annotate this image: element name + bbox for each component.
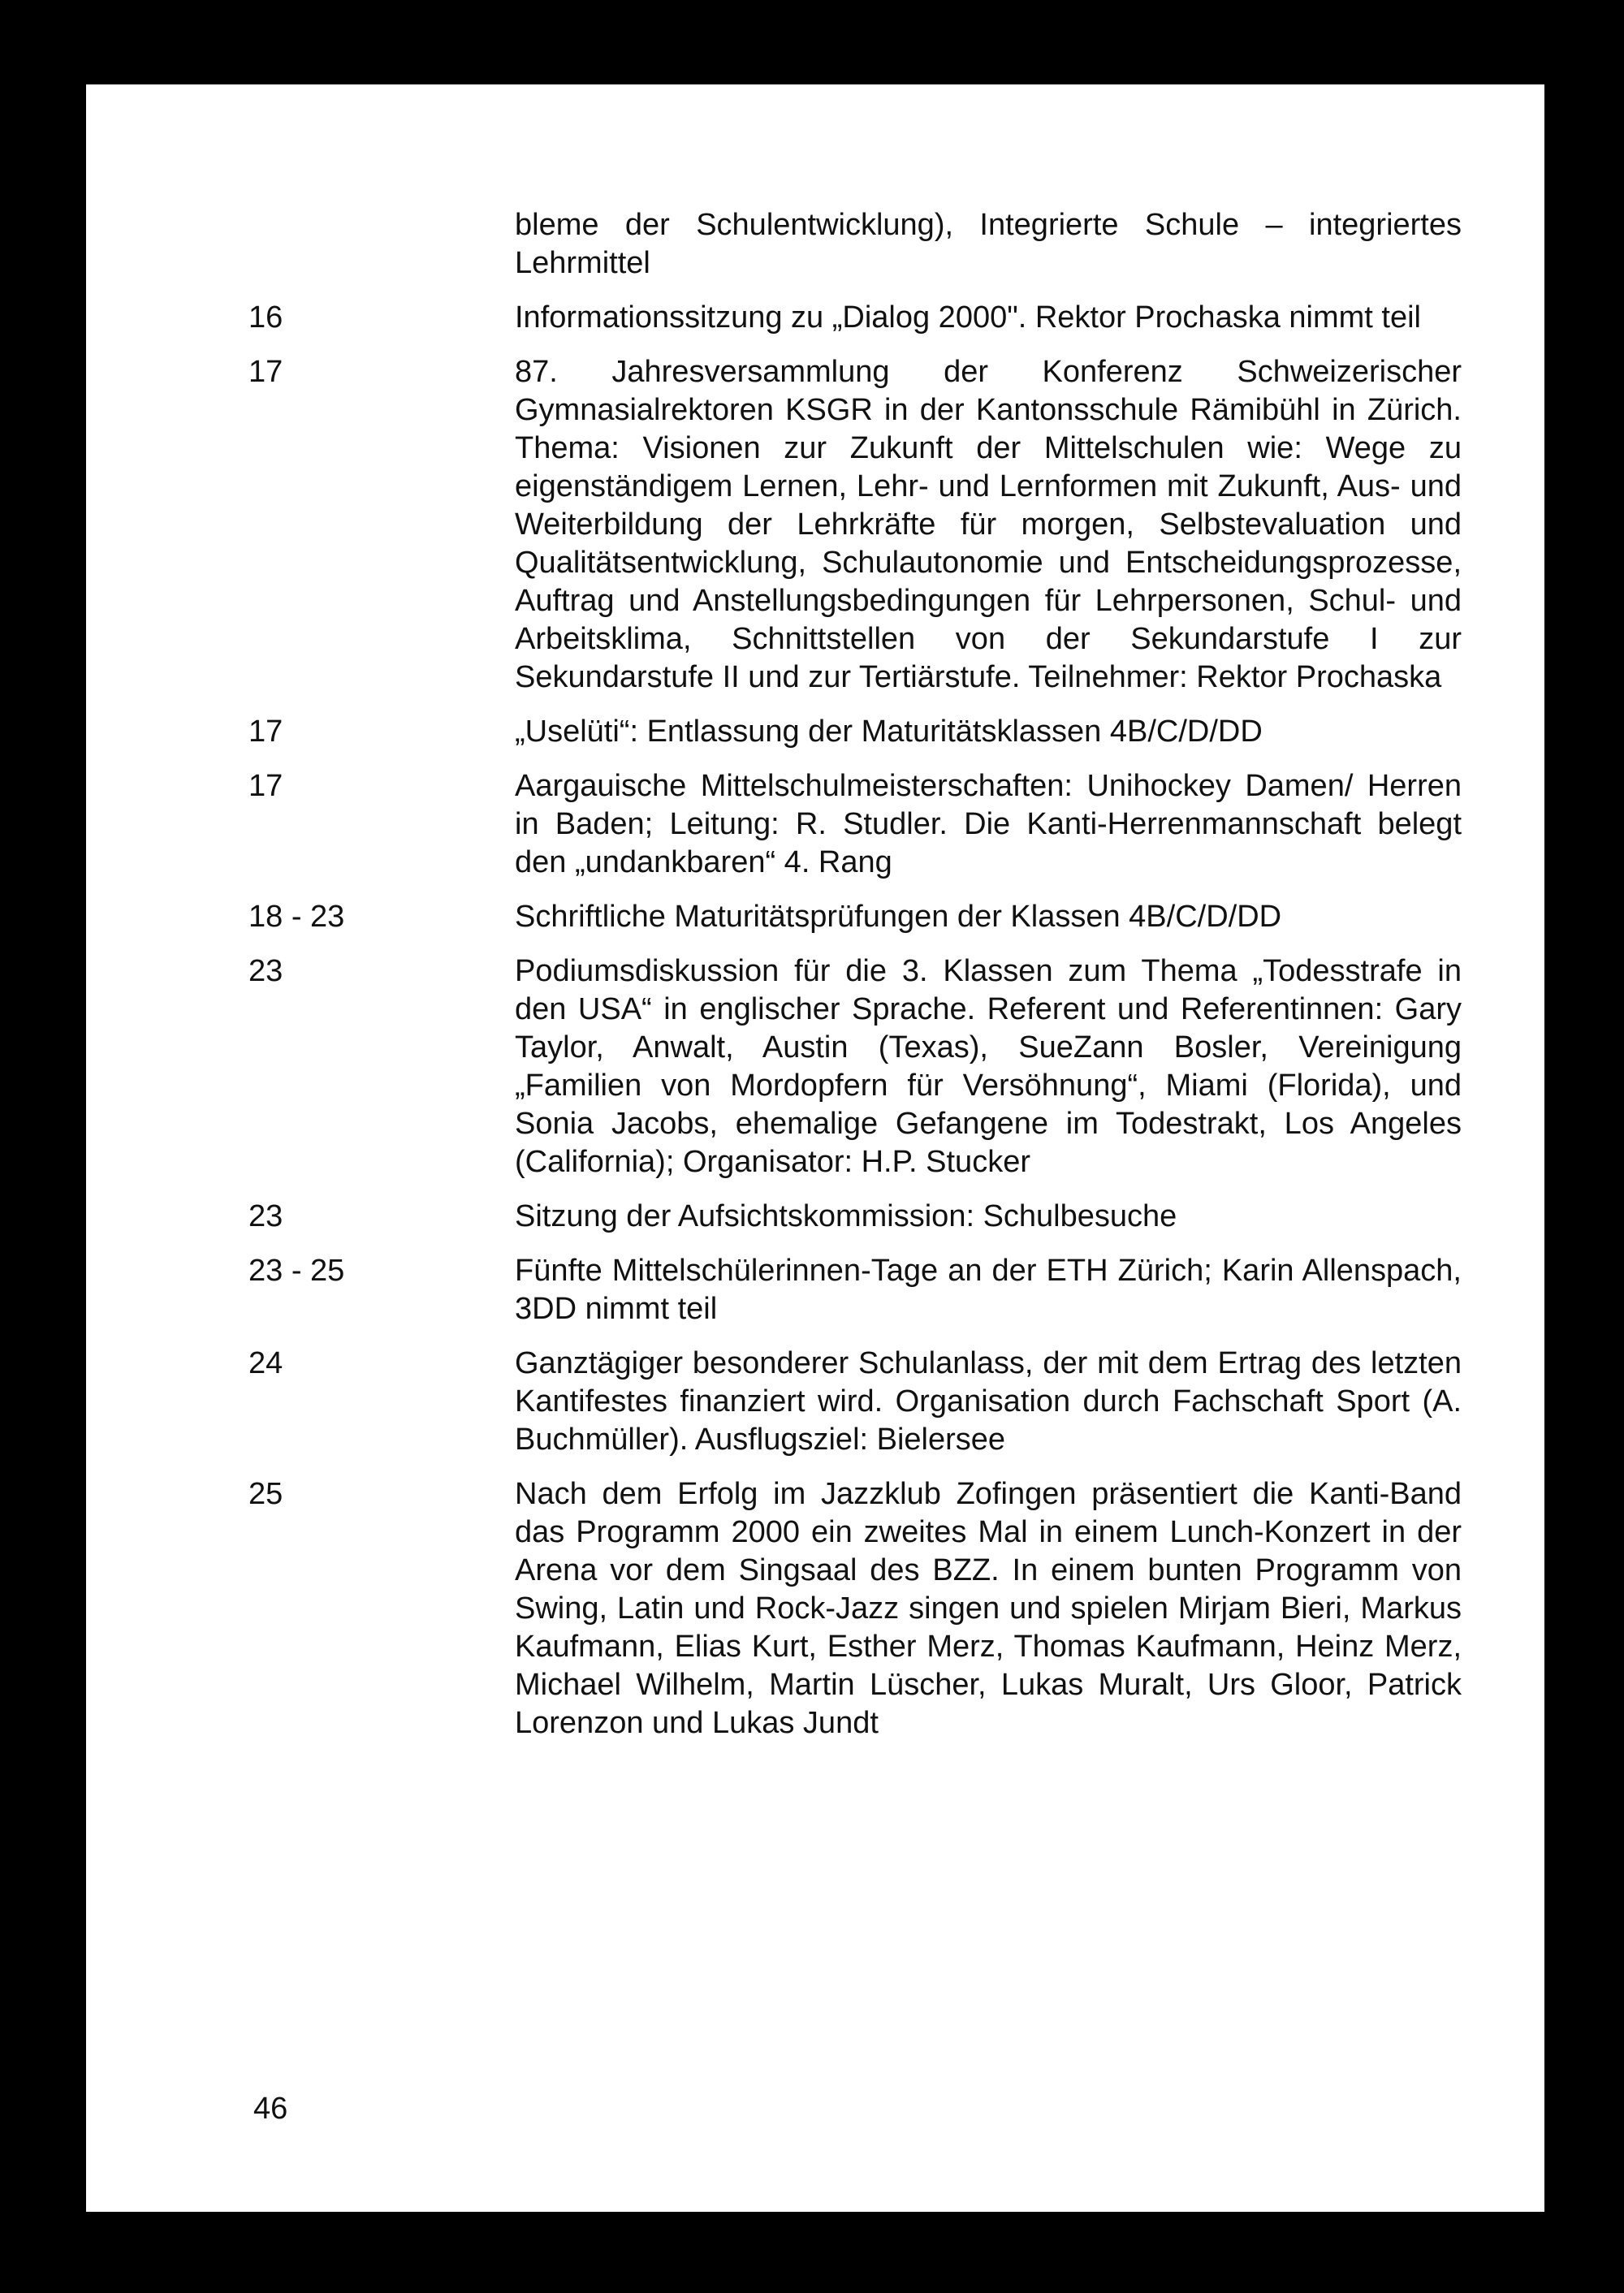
entry-date: 23	[248, 1199, 283, 1233]
entry-date: 18 - 23	[248, 900, 345, 934]
entry-date: 17	[248, 355, 283, 389]
chronicle-entry	[86, 353, 1544, 697]
entry-date: 23 - 25	[248, 1254, 345, 1288]
entry-date: 17	[248, 715, 283, 749]
entry-text: Podiumsdiskussion für die 3. Klassen zum Thema „Todesstrafe in den USA“ in englischer Sprache. Referent und Referentinnen: Gary Taylor, Anwalt, Austin (Texas), SueZann Bosler, Vereinigung „Familien von Mordopfern für Versöhnung“, Miami (Florida), und Sonia Jacobs, ehemalige Gefangene im Todestrakt, Los Angeles (California); Organisator: H.P. Stucker	[515, 954, 1462, 1179]
entry-text: Informationssitzung zu „Dialog 2000". Rektor Prochaska nimmt teil	[515, 300, 1421, 335]
entry-text: bleme der Schulentwicklung), Integrierte Schule – integriertes Lehrmittel	[515, 208, 1462, 280]
chronicle-entry	[86, 952, 1544, 1181]
chronicle-entry	[86, 1198, 1544, 1236]
chronicle-entry	[86, 767, 1544, 882]
entry-date: 17	[248, 769, 283, 803]
entry-date: 16	[248, 300, 283, 335]
entry-text: 87. Jahresversammlung der Konferenz Schweizerischer Gymnasialrektoren KSGR in der Kantonsschule Rämibühl in Zürich. Thema: Visionen zur Zukunft der Mittelschulen wie: Wege zu eigenständigem Lernen, Lehr- und Lernformen mit Zukunft, Aus- und Weiterbildung der Lehrkräfte für morgen, Selbstevaluation und Qualitätsentwicklung, Schulautonomie und Entscheidungsprozesse, Auftrag und Anstellungsbedingungen für Lehrpersonen, Schul- und Arbeitsklima, Schnittstellen von der Sekundarstufe I zur Sekundarstufe II und zur Tertiärstufe. Teilnehmer: Rektor Prochaska	[515, 355, 1462, 694]
chronicle-entries	[86, 206, 1544, 1759]
chronicle-entry	[86, 1475, 1544, 1742]
entry-text: Ganztägiger besonderer Schulanlass, der mit dem Ertrag des letzten Kantifestes finanziert wird. Organisation durch Fachschaft Sport (A. Buchmüller). Ausflugsziel: Bielersee	[515, 1346, 1462, 1457]
entry-text: Aargauische Mittelschulmeisterschaften: Unihockey Damen/ Herren in Baden; Leitung: R. Studler. Die Kanti-Herrenmannschaft belegt den „undankbaren“ 4. Rang	[515, 769, 1462, 879]
document-page	[86, 84, 1544, 2212]
entry-text: Schriftliche Maturitätsprüfungen der Klassen 4B/C/D/DD	[515, 900, 1282, 934]
chronicle-entry	[86, 1252, 1544, 1328]
chronicle-entry	[86, 1345, 1544, 1459]
chronicle-entry	[86, 299, 1544, 337]
chronicle-entry	[86, 713, 1544, 751]
chronicle-entry	[86, 898, 1544, 936]
entry-text: Sitzung der Aufsichtskommission: Schulbesuche	[515, 1199, 1177, 1233]
page-number: 46	[253, 2092, 288, 2126]
chronicle-entry	[86, 206, 1544, 283]
entry-date: 24	[248, 1346, 283, 1380]
entry-date: 25	[248, 1477, 283, 1511]
entry-text: „Uselüti“: Entlassung der Maturitätsklassen 4B/C/D/DD	[515, 715, 1263, 749]
entry-text: Fünfte Mittelschülerinnen-Tage an der ETH Zürich; Karin Allenspach, 3DD nimmt teil	[515, 1254, 1462, 1326]
entry-date: 23	[248, 954, 283, 988]
entry-text: Nach dem Erfolg im Jazzklub Zofingen präsentiert die Kanti-Band das Programm 2000 ein zweites Mal in einem Lunch-Konzert in der Arena vor dem Singsaal des BZZ. In einem bunten Programm von Swing, Latin und Rock-Jazz singen und spielen Mirjam Bieri, Markus Kaufmann, Elias Kurt, Esther Merz, Thomas Kaufmann, Heinz Merz, Michael Wilhelm, Martin Lüscher, Lukas Muralt, Urs Gloor, Patrick Lorenzon und Lukas Jundt	[515, 1477, 1462, 1740]
